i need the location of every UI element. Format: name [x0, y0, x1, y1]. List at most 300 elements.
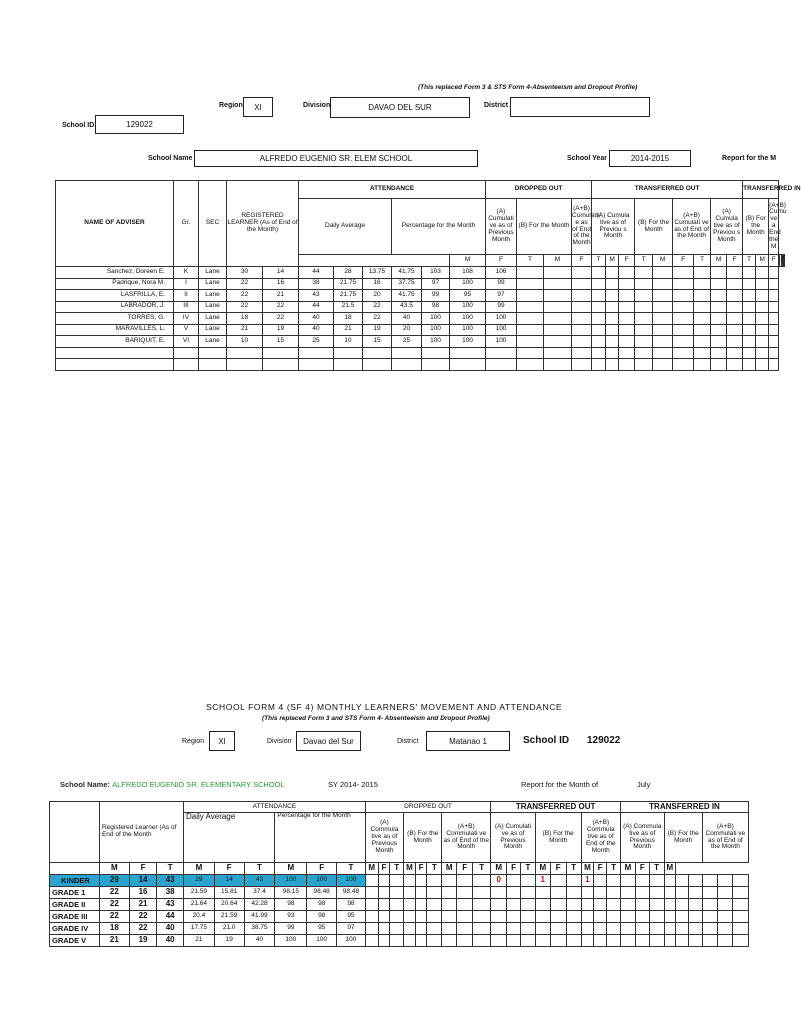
value-cell: 41.75 [392, 267, 422, 279]
value-cell: 40 [299, 313, 334, 325]
table-row [56, 267, 785, 279]
mft-header-cell: M [450, 255, 486, 267]
empty-cell [507, 935, 521, 947]
empty-cell [415, 887, 427, 899]
empty-cell [450, 347, 486, 359]
mft-header-cell: T [517, 255, 544, 267]
empty-cell [620, 935, 635, 947]
empty-cell [769, 301, 779, 313]
empty-cell [732, 887, 748, 899]
grade-cell: III [174, 301, 199, 313]
empty-cell [673, 313, 694, 325]
empty-cell [390, 875, 404, 887]
mft-header-cell: T [244, 863, 275, 875]
table-row [56, 359, 785, 371]
school-name-value-2: ALFREDO EUGENIO SR. ELEMENTARY SCHOOL [112, 780, 285, 789]
empty-cell [694, 290, 711, 302]
empty-cell [717, 899, 732, 911]
division-value: DAVAO DEL SUR [368, 103, 432, 112]
th-cum-end: (A+B) Cumulativ e as of End of the Month [572, 199, 592, 255]
empty-cell [550, 899, 566, 911]
empty-cell [392, 359, 422, 371]
empty-cell [635, 899, 649, 911]
value-cell: 99 [422, 290, 450, 302]
empty-cell [544, 313, 572, 325]
empty-cell [649, 923, 664, 935]
value-cell: 22 [129, 911, 157, 923]
empty-cell [717, 923, 732, 935]
mft-header-cell: F [769, 255, 779, 267]
mft-header-cell: F [457, 863, 473, 875]
empty-cell [664, 935, 676, 947]
district-field-2[interactable] [426, 731, 510, 751]
empty-cell [415, 935, 427, 947]
empty-cell [594, 899, 607, 911]
empty-cell [592, 324, 606, 336]
value-cell: 25 [299, 336, 334, 348]
empty-cell [727, 267, 743, 279]
district-label: District [484, 102, 509, 109]
table-row [50, 899, 749, 911]
empty-cell [227, 359, 263, 371]
th-adviser: NAME OF ADVISER [56, 181, 174, 267]
empty-cell [619, 278, 635, 290]
value-cell: 97 [486, 290, 517, 302]
empty-cell [649, 911, 664, 923]
empty-cell [544, 359, 572, 371]
empty-cell [653, 359, 673, 371]
empty-cell [491, 899, 507, 911]
grade-cell: I [174, 278, 199, 290]
adviser-cell: Padrique, Nora M. [56, 278, 174, 290]
empty-cell [676, 887, 689, 899]
empty-cell [572, 324, 592, 336]
th2-to-b: (B) For the Month [535, 813, 581, 863]
mft-header-cell: T [157, 863, 184, 875]
empty-cell [365, 875, 378, 887]
value-cell: 98 [275, 899, 307, 911]
empty-cell [473, 887, 491, 899]
empty-cell [566, 899, 581, 911]
empty-cell [592, 267, 606, 279]
th2-d-b: (B) For the Month [404, 813, 442, 863]
empty-cell [544, 278, 572, 290]
th-for-month: (B) For the Month [517, 199, 572, 255]
empty-cell [535, 887, 550, 899]
empty-cell [769, 313, 779, 325]
value-cell: 38 [157, 887, 184, 899]
mft-header-cell: T [390, 863, 404, 875]
value-cell: 100 [450, 336, 486, 348]
empty-cell [769, 324, 779, 336]
empty-cell [607, 935, 621, 947]
empty-cell [635, 875, 649, 887]
report-label: Report for the M [722, 155, 777, 162]
empty-cell [572, 359, 592, 371]
empty-cell [694, 347, 711, 359]
empty-cell [473, 911, 491, 923]
value-cell: 100 [450, 301, 486, 313]
empty-cell [702, 875, 717, 887]
th-ti-a: (A) Cumula tive as of Previou s Month [711, 199, 743, 255]
empty-cell [427, 911, 442, 923]
school-name-field[interactable] [194, 150, 478, 167]
empty-cell [711, 359, 727, 371]
value-cell: 28 [334, 267, 363, 279]
table-row [56, 278, 785, 290]
empty-cell [694, 278, 711, 290]
school-id-value: 129022 [126, 120, 153, 129]
empty-cell [727, 313, 743, 325]
mft-header-cell: F [635, 863, 649, 875]
empty-cell [550, 935, 566, 947]
value-cell: 43 [157, 899, 184, 911]
th-transferred-in: TRANSFERRED IN [743, 181, 779, 199]
mft-header-cell: T [427, 863, 442, 875]
value-cell: 98 [307, 911, 337, 923]
value-cell: 99 [486, 278, 517, 290]
empty-cell [592, 313, 606, 325]
empty-cell [619, 313, 635, 325]
mft-header-cell: T [635, 255, 653, 267]
adviser-cell: Sanchez, Doreen E. [56, 267, 174, 279]
empty-cell [457, 923, 473, 935]
region-label-2: Region [182, 738, 205, 745]
empty-cell [473, 899, 491, 911]
empty-cell [404, 887, 416, 899]
value-cell: 37.4 [244, 887, 275, 899]
empty-cell [607, 899, 621, 911]
mft-header-cell: M [756, 255, 769, 267]
value-cell: 20.4 [183, 911, 214, 923]
value-cell: 98 [337, 899, 366, 911]
empty-cell [653, 267, 673, 279]
th2-transferred-in: TRANSFERRED IN [620, 802, 748, 813]
empty-cell [702, 899, 717, 911]
division-label: Division [303, 102, 331, 109]
empty-cell [635, 923, 649, 935]
empty-cell [404, 935, 416, 947]
empty-cell [717, 887, 732, 899]
report-label-2: Report for the Month of [521, 780, 599, 789]
empty-cell [769, 359, 779, 371]
school-name-value: ALFREDO EUGENIO SR. ELEM SCHOOL [259, 154, 413, 163]
value-cell: 19 [263, 324, 299, 336]
empty-cell [520, 887, 535, 899]
mft-header-cell: M [544, 255, 572, 267]
empty-cell [743, 278, 756, 290]
division-label-2: Division [267, 738, 292, 745]
empty-cell [727, 324, 743, 336]
empty-cell [517, 290, 544, 302]
mft-spacer [50, 863, 100, 875]
empty-cell [473, 923, 491, 935]
empty-cell [732, 923, 748, 935]
value-cell: 44 [157, 911, 184, 923]
empty-cell [442, 911, 457, 923]
th-dropped-out: DROPPED OUT [486, 181, 592, 199]
division-value-2: Davao del Sur [303, 736, 354, 746]
empty-cell [199, 347, 227, 359]
empty-cell [673, 336, 694, 348]
empty-cell [711, 347, 727, 359]
grade-cell: V [174, 324, 199, 336]
school-id-label: School ID [62, 122, 95, 129]
value-cell: 40 [157, 935, 184, 947]
empty-cell [727, 278, 743, 290]
empty-cell [517, 301, 544, 313]
mft-header-cell: F [486, 255, 517, 267]
empty-cell [688, 887, 702, 899]
value-cell: 22 [129, 923, 157, 935]
value-cell: 100 [422, 313, 450, 325]
empty-cell [619, 290, 635, 302]
empty-cell [635, 347, 653, 359]
empty-cell [520, 923, 535, 935]
empty-cell [756, 301, 769, 313]
section-cell: Lane [199, 290, 227, 302]
empty-cell [635, 324, 653, 336]
empty-cell [664, 887, 676, 899]
value-cell: 38 [299, 278, 334, 290]
adviser-cell: BARIQUIT, E. [56, 336, 174, 348]
empty-cell [592, 301, 606, 313]
empty-cell [606, 290, 619, 302]
value-cell: 43 [299, 290, 334, 302]
value-cell: 100 [307, 875, 337, 887]
school-year-field[interactable] [609, 150, 691, 167]
value-cell: 22 [227, 290, 263, 302]
division-field[interactable] [330, 97, 470, 118]
value-cell: 44 [299, 267, 334, 279]
empty-cell [607, 923, 621, 935]
value-cell: 22 [227, 278, 263, 290]
empty-cell [572, 336, 592, 348]
empty-cell [594, 875, 607, 887]
empty-cell [635, 911, 649, 923]
value-cell: 44 [299, 301, 334, 313]
value-cell: 22 [363, 313, 392, 325]
empty-cell [620, 923, 635, 935]
value-cell: 100 [486, 336, 517, 348]
empty-cell [606, 301, 619, 313]
empty-cell [520, 899, 535, 911]
empty-cell [535, 911, 550, 923]
empty-cell [365, 899, 378, 911]
empty-cell [457, 935, 473, 947]
grade-cell: GRADE V [50, 935, 100, 947]
empty-cell [378, 875, 390, 887]
empty-cell [473, 935, 491, 947]
value-cell: 25 [392, 336, 422, 348]
mft-header-cell: M [404, 863, 416, 875]
mft-header-cell: M [711, 255, 727, 267]
empty-cell [174, 347, 199, 359]
th2-ti-ab: (A+B) Commulati ve as of End of the Month [702, 813, 748, 863]
empty-cell [676, 875, 689, 887]
value-cell: 22 [99, 911, 129, 923]
empty-cell [653, 347, 673, 359]
empty-cell [727, 336, 743, 348]
division-field-2[interactable] [296, 731, 361, 751]
mft-header-cell: T [473, 863, 491, 875]
empty-cell [594, 887, 607, 899]
empty-cell [334, 347, 363, 359]
empty-cell [732, 899, 748, 911]
empty-cell [507, 911, 521, 923]
empty-cell [743, 313, 756, 325]
value-cell: 18 [334, 313, 363, 325]
empty-cell [606, 347, 619, 359]
value-cell: 21 [99, 935, 129, 947]
empty-cell [694, 336, 711, 348]
table-row [56, 336, 785, 348]
empty-cell [688, 923, 702, 935]
value-cell: 100 [275, 875, 307, 887]
empty-cell [457, 887, 473, 899]
mft-header-cell: M [535, 863, 550, 875]
empty-cell [227, 347, 263, 359]
value-cell: 98.48 [307, 887, 337, 899]
empty-cell [619, 336, 635, 348]
empty-cell [743, 290, 756, 302]
empty-cell [566, 911, 581, 923]
value-cell: 29 [183, 875, 214, 887]
transfer-value-cell: 1 [535, 875, 550, 887]
empty-cell [486, 359, 517, 371]
empty-cell [594, 923, 607, 935]
mft-header-cell: T [649, 863, 664, 875]
region-value: XI [254, 102, 262, 112]
empty-cell [673, 290, 694, 302]
empty-cell [404, 911, 416, 923]
mft-header-cell: F [415, 863, 427, 875]
empty-cell [199, 359, 227, 371]
empty-cell [517, 324, 544, 336]
mft-header-cell: F [550, 863, 566, 875]
region-field-2[interactable] [209, 731, 235, 751]
district-field[interactable] [510, 97, 650, 117]
empty-cell [442, 923, 457, 935]
th2-to-a: (A) Cumulati ve as of Previous Month [491, 813, 536, 863]
empty-cell [619, 347, 635, 359]
value-cell: 100 [337, 935, 366, 947]
empty-cell [507, 887, 521, 899]
empty-cell [676, 923, 689, 935]
mft-header-cell: T [592, 255, 606, 267]
value-cell: 40 [392, 313, 422, 325]
empty-cell [544, 324, 572, 336]
mft-header-cell: F [572, 255, 592, 267]
empty-cell [404, 875, 416, 887]
value-cell: 21.59 [214, 911, 244, 923]
value-cell: 100 [337, 875, 366, 887]
empty-cell [711, 336, 727, 348]
value-cell: 100 [450, 313, 486, 325]
value-cell: 106 [486, 267, 517, 279]
mft-header-cell: F [727, 255, 743, 267]
value-cell: 22 [227, 301, 263, 313]
empty-cell [299, 359, 334, 371]
mft-header-cell: M [183, 863, 214, 875]
th2-registered: Registered Learner (As of End of the Month [99, 802, 183, 863]
th-to-a: (A) Cumula tive as of Previou s Month [592, 199, 635, 255]
th-to-b: (B) For the Month [635, 199, 673, 255]
empty-cell [727, 359, 743, 371]
section-cell: Lane [199, 324, 227, 336]
empty-cell [442, 935, 457, 947]
value-cell: 21.5 [334, 301, 363, 313]
empty-cell [756, 324, 769, 336]
empty-cell [363, 347, 392, 359]
mft-header-cell: M [620, 863, 635, 875]
empty-cell [390, 887, 404, 899]
empty-cell [581, 923, 594, 935]
mft-header-cell: T [694, 255, 711, 267]
value-cell: 14 [129, 875, 157, 887]
table-row [56, 347, 785, 359]
empty-cell [702, 935, 717, 947]
value-cell: 22 [263, 313, 299, 325]
district-label-2: District [397, 738, 419, 745]
empty-cell [673, 301, 694, 313]
school-id-field[interactable] [95, 115, 184, 134]
empty-cell [717, 875, 732, 887]
empty-cell [390, 935, 404, 947]
empty-cell [664, 899, 676, 911]
empty-cell [664, 923, 676, 935]
empty-cell [769, 267, 779, 279]
empty-cell [390, 911, 404, 923]
empty-cell [415, 875, 427, 887]
empty-cell [535, 899, 550, 911]
grade-cell: GRADE IV [50, 923, 100, 935]
th-ti-ab: (A+B) Cumu ve a End the M [769, 199, 779, 255]
value-cell: 21.64 [183, 899, 214, 911]
empty-cell [635, 935, 649, 947]
th-cum-prev: (A) Cumulati ve as of Previous Month [486, 199, 517, 255]
empty-cell [581, 935, 594, 947]
empty-cell [653, 313, 673, 325]
empty-cell [635, 267, 653, 279]
empty-cell [756, 290, 769, 302]
school-id-label-2: School ID [523, 735, 570, 746]
grade-cell: GRADE III [50, 911, 100, 923]
value-cell: 100 [307, 935, 337, 947]
empty-cell [566, 887, 581, 899]
empty-cell [649, 899, 664, 911]
th2-ti-b: (B) For the Month [664, 813, 702, 863]
transfer-value-cell: 1 [581, 875, 594, 887]
region-field[interactable] [243, 97, 273, 117]
empty-cell [606, 267, 619, 279]
empty-cell [694, 359, 711, 371]
th2-blank [50, 802, 100, 863]
empty-cell [653, 324, 673, 336]
empty-cell [619, 267, 635, 279]
value-cell: 100 [450, 324, 486, 336]
mft-header-cell: M [664, 863, 676, 875]
th-attendance: ATTENDANCE [299, 181, 486, 199]
empty-cell [592, 347, 606, 359]
empty-cell [635, 336, 653, 348]
value-cell: 10 [334, 336, 363, 348]
mft-header-cell: M [491, 863, 507, 875]
empty-cell [606, 324, 619, 336]
empty-cell [544, 347, 572, 359]
value-cell: 21 [263, 290, 299, 302]
empty-cell [676, 899, 689, 911]
